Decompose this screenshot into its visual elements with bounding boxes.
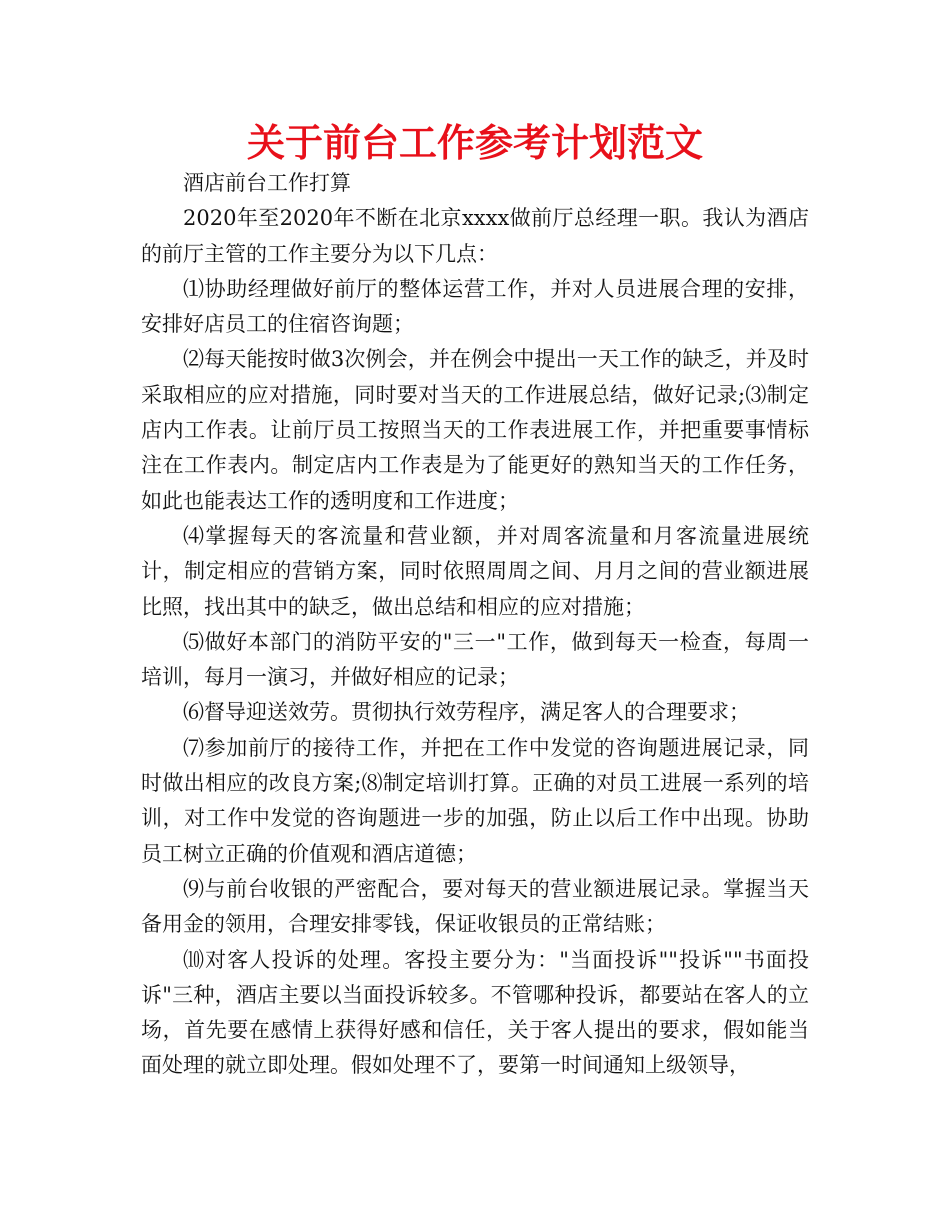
paragraph-item-2-3: ⑵每天能按时做3次例会，并在例会中提出一天工作的缺乏，并及时采取相应的应对措施，同时要对当天的工作进展总结，做好记录;⑶制定店内工作表。让前厅员工按照当天的工作表进展工作，并把重要事情标注在工作表内。制定店内工作表是为了能更好的熟知当天的工作任务，如此也能表达工作的透明度和工作进度；: [141, 347, 809, 513]
document-title: 关于前台工作参考计划范文: [246, 121, 703, 165]
paragraph-heading: 酒店前台工作打算: [183, 171, 351, 195]
paragraph-item-1: ⑴协助经理做好前厅的整体运营工作，并对人员进展合理的安排，安排好店员工的住宿咨询题；: [141, 276, 809, 337]
paragraph-item-6: ⑹督导迎送效劳。贯彻执行效劳程序，满足客人的合理要求；: [183, 700, 750, 725]
paragraph-intro: 2020年至2020年不断在北京xxxx做前厅总经理一职。我认为酒店的前厅主管的工作主要分为以下几点：: [141, 206, 809, 266]
paragraph-item-9: ⑼与前台收银的严密配合，要对每天的营业额进展记录。掌握当天备用金的领用，合理安排零钱，保证收银员的正常结账；: [141, 876, 809, 937]
paragraph-item-4: ⑷掌握每天的客流量和营业额，并对周客流量和月客流量进展统计，制定相应的营销方案，同时依照周周之间、月月之间的营业额进展比照，找出其中的缺乏，做出总结和相应的应对措施；: [141, 523, 809, 619]
document-body: [141, 166, 809, 1084]
paragraph-item-10: ⑽对客人投诉的处理。客投主要分为："当面投诉""投诉""书面投诉"三种，酒店主要以当面投诉较多。不管哪种投诉，都要站在客人的立场，首先要在感情上获得好感和信任，关于客人提出的要求，假如能当面处理的就立即处理。假如处理不了，要第一时间通知上级领导，: [141, 947, 809, 1078]
paragraph-item-5: ⑸做好本部门的消防平安的"三一"工作，做到每天一检查，每周一培训，每月一演习，并做好相应的记录；: [141, 629, 809, 690]
paragraph-item-7-8: ⑺参加前厅的接待工作，并把在工作中发觉的咨询题进展记录，同时做出相应的改良方案;⑻制定培训打算。正确的对员工进展一系列的培训，对工作中发觉的咨询题进一步的加强，防止以后工作中出现。协助员工树立正确的价值观和酒店道德；: [141, 735, 809, 866]
